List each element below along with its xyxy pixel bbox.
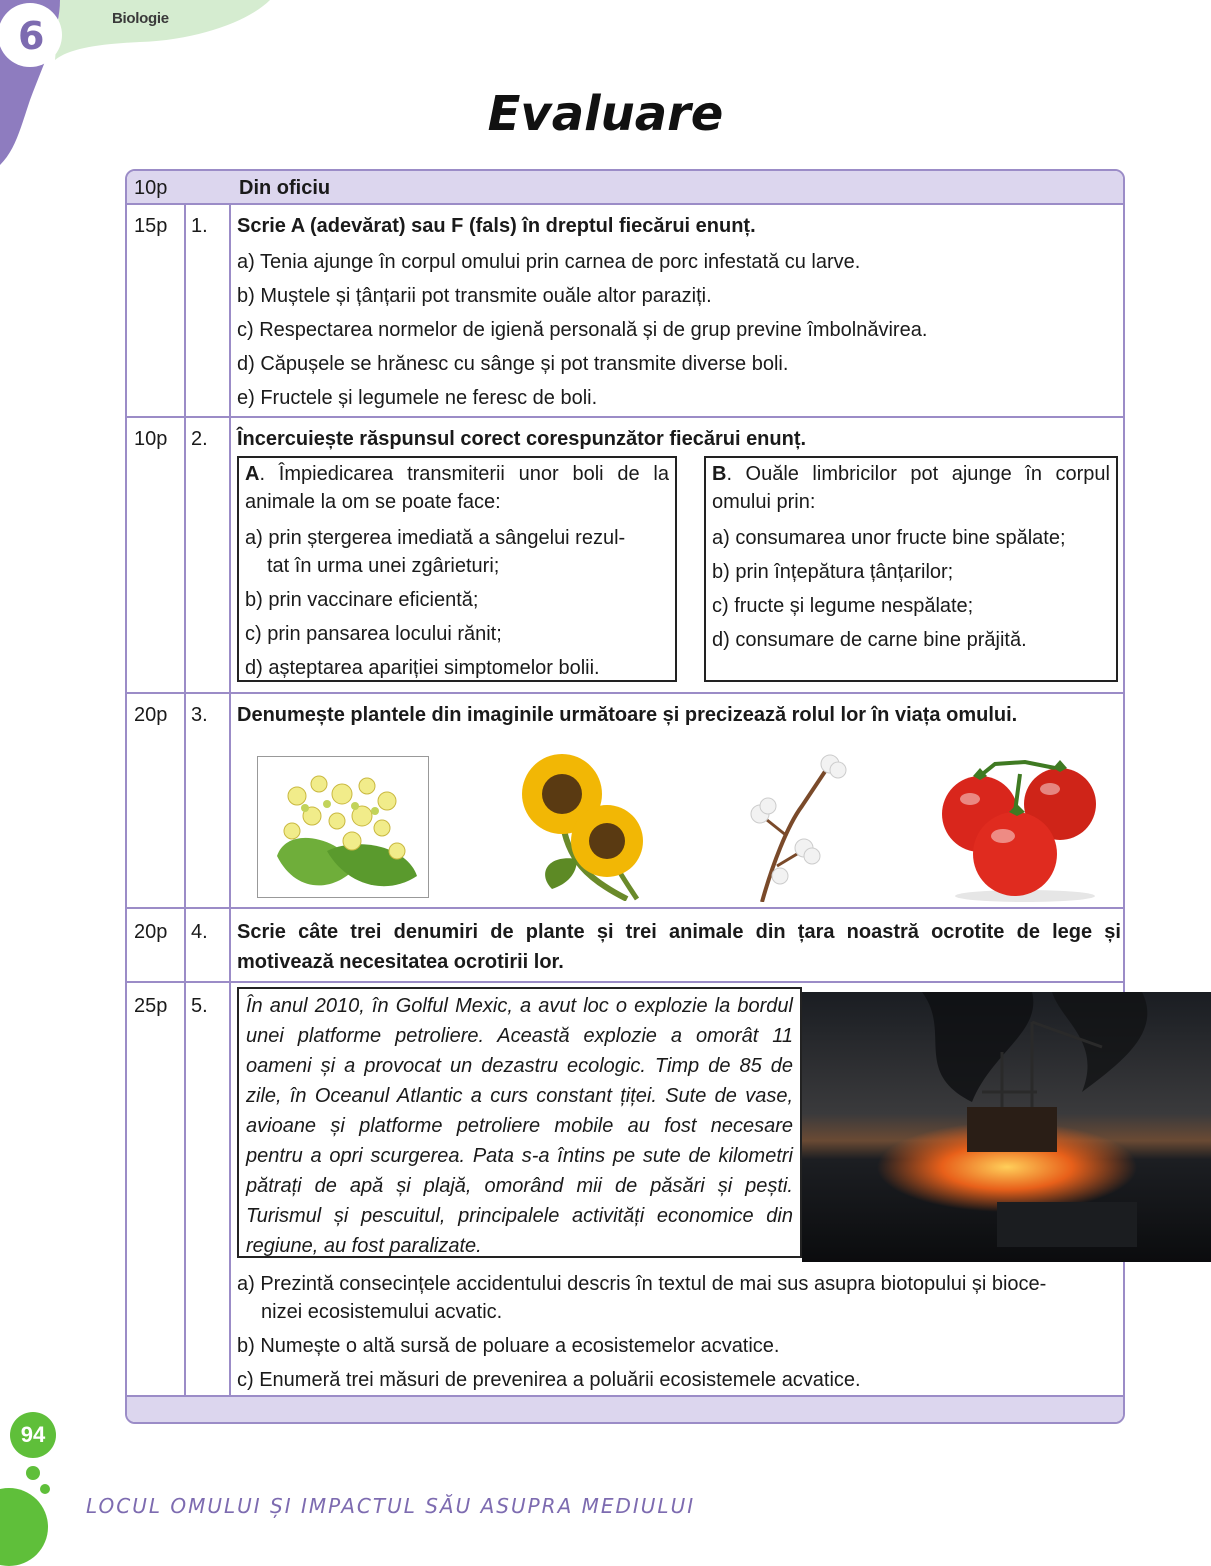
box-stem: B. Ouăle limbricilor pot ajunge în corpul omului prin: — [712, 463, 1110, 513]
list-item: a) Prezintă consecințele accidentului descris în textul de mai sus asupra biotopului și bioce- — [237, 1273, 1047, 1295]
tomato-image — [935, 754, 1103, 904]
question-points: 20p — [134, 704, 168, 726]
question-title: Denumește plantele din imaginile următoare și precizează rolul lor în viața omului. — [237, 704, 1018, 726]
answer-option[interactable]: b) prin înțepătura țânțarilor; — [712, 561, 954, 583]
answer-option[interactable]: d) consumare de carne bine prăjită. — [712, 629, 1027, 651]
question-title: Scrie câte trei denumiri de plante și trei animale din țara noastră ocrotite de lege și motivează necesitatea ocrotirii lor. — [237, 921, 1121, 973]
list-item-continued: nizei ecosistemului acvatic. — [261, 1301, 503, 1323]
question-row-2 — [127, 418, 1123, 694]
answer-option[interactable]: d) așteptarea apariției simptomelor bolii. — [245, 657, 600, 679]
question-points: 25p — [134, 995, 168, 1017]
sunflower-image — [507, 749, 657, 901]
subject-label: Biologie — [112, 10, 169, 27]
answer-box-a — [237, 456, 677, 682]
answer-option[interactable]: c) fructe și legume nespălate; — [712, 595, 974, 617]
answer-option[interactable]: b) prin vaccinare eficientă; — [245, 589, 479, 611]
question-row-4 — [127, 909, 1123, 983]
table-footer-row — [127, 1397, 1123, 1424]
answer-option[interactable]: c) prin pansarea locului rănit; — [245, 623, 502, 645]
question-number: 4. — [191, 921, 208, 943]
question-number: 1. — [191, 215, 208, 237]
header-points: 10p — [134, 177, 168, 199]
question-points: 10p — [134, 428, 168, 450]
question-number: 5. — [191, 995, 208, 1017]
reading-text-box: În anul 2010, în Golful Mexic, a avut loc o explozie la bordul unei platforme petroliere. Această explozie a omorât 11 oameni și a provocat un dezastru ecologic. Timp de 85 de zile, în Oceanul Atlantic a curs constant țiței. Sute de vase, avioane și platforme petroliere mobile au fost necesare pentru a opri scurgerea. Pata s-a întins pe sute de kilometri pătrați de apă și plajă, omorând mii de păsări și pești. Turismul și pescuitul, principalele activități economice din regiune, au fost paralizate. — [237, 987, 802, 1258]
question-number: 3. — [191, 704, 208, 726]
oil-platform-explosion-image — [802, 992, 1211, 1262]
question-number: 2. — [191, 428, 208, 450]
page-number-badge: 94 — [10, 1412, 56, 1458]
list-item: c) Respectarea normelor de igienă personală și de grup previne îmbolnăvirea. — [237, 319, 928, 341]
question-title: Încercuiește răspunsul corect corespunzător fiecărui enunț. — [237, 428, 807, 450]
box-stem: A. Împiedicarea transmiterii unor boli de la animale la om se poate face: — [245, 463, 669, 513]
decorative-dot — [0, 1488, 48, 1566]
question-row-1 — [127, 205, 1123, 418]
list-item: d) Căpușele se hrănesc cu sânge și pot transmite diverse boli. — [237, 353, 789, 375]
decorative-dot — [26, 1466, 40, 1480]
question-points: 20p — [134, 921, 168, 943]
page-title: Evaluare — [487, 86, 724, 142]
chapter-number: 6 — [18, 14, 45, 58]
header-label: Din oficiu — [239, 177, 331, 199]
decorative-dot — [40, 1484, 50, 1494]
table-header-row — [127, 171, 1123, 205]
linden-flower-image — [257, 756, 429, 898]
answer-option[interactable]: a) consumarea unor fructe bine spălate; — [712, 527, 1066, 549]
cotton-branch-image — [742, 746, 847, 902]
answer-box-b — [704, 456, 1118, 682]
list-item: a) Tenia ajunge în corpul omului prin carnea de porc infestată cu larve. — [237, 251, 861, 273]
answer-option[interactable]: a) prin ștergerea imediată a sângelui rezul- — [245, 527, 626, 549]
question-title: Scrie A (adevărat) sau F (fals) în dreptul fiecărui enunț. — [237, 215, 756, 237]
list-item: b) Numește o altă sursă de poluare a ecosistemelor acvatice. — [237, 1335, 780, 1357]
answer-option-continued: tat în urma unei zgârieturi; — [267, 555, 500, 577]
list-item: b) Muștele și țânțarii pot transmite ouăle altor paraziți. — [237, 285, 712, 307]
chapter-footer-title: LOCUL OMULUI ȘI IMPACTUL SĂU ASUPRA MEDIULUI — [86, 1494, 696, 1518]
list-item: e) Fructele și legumele ne feresc de boli. — [237, 387, 598, 409]
list-item: c) Enumeră trei măsuri de prevenirea a poluării ecosistemele acvatice. — [237, 1369, 861, 1391]
question-row-3 — [127, 694, 1123, 909]
question-points: 15p — [134, 215, 168, 237]
